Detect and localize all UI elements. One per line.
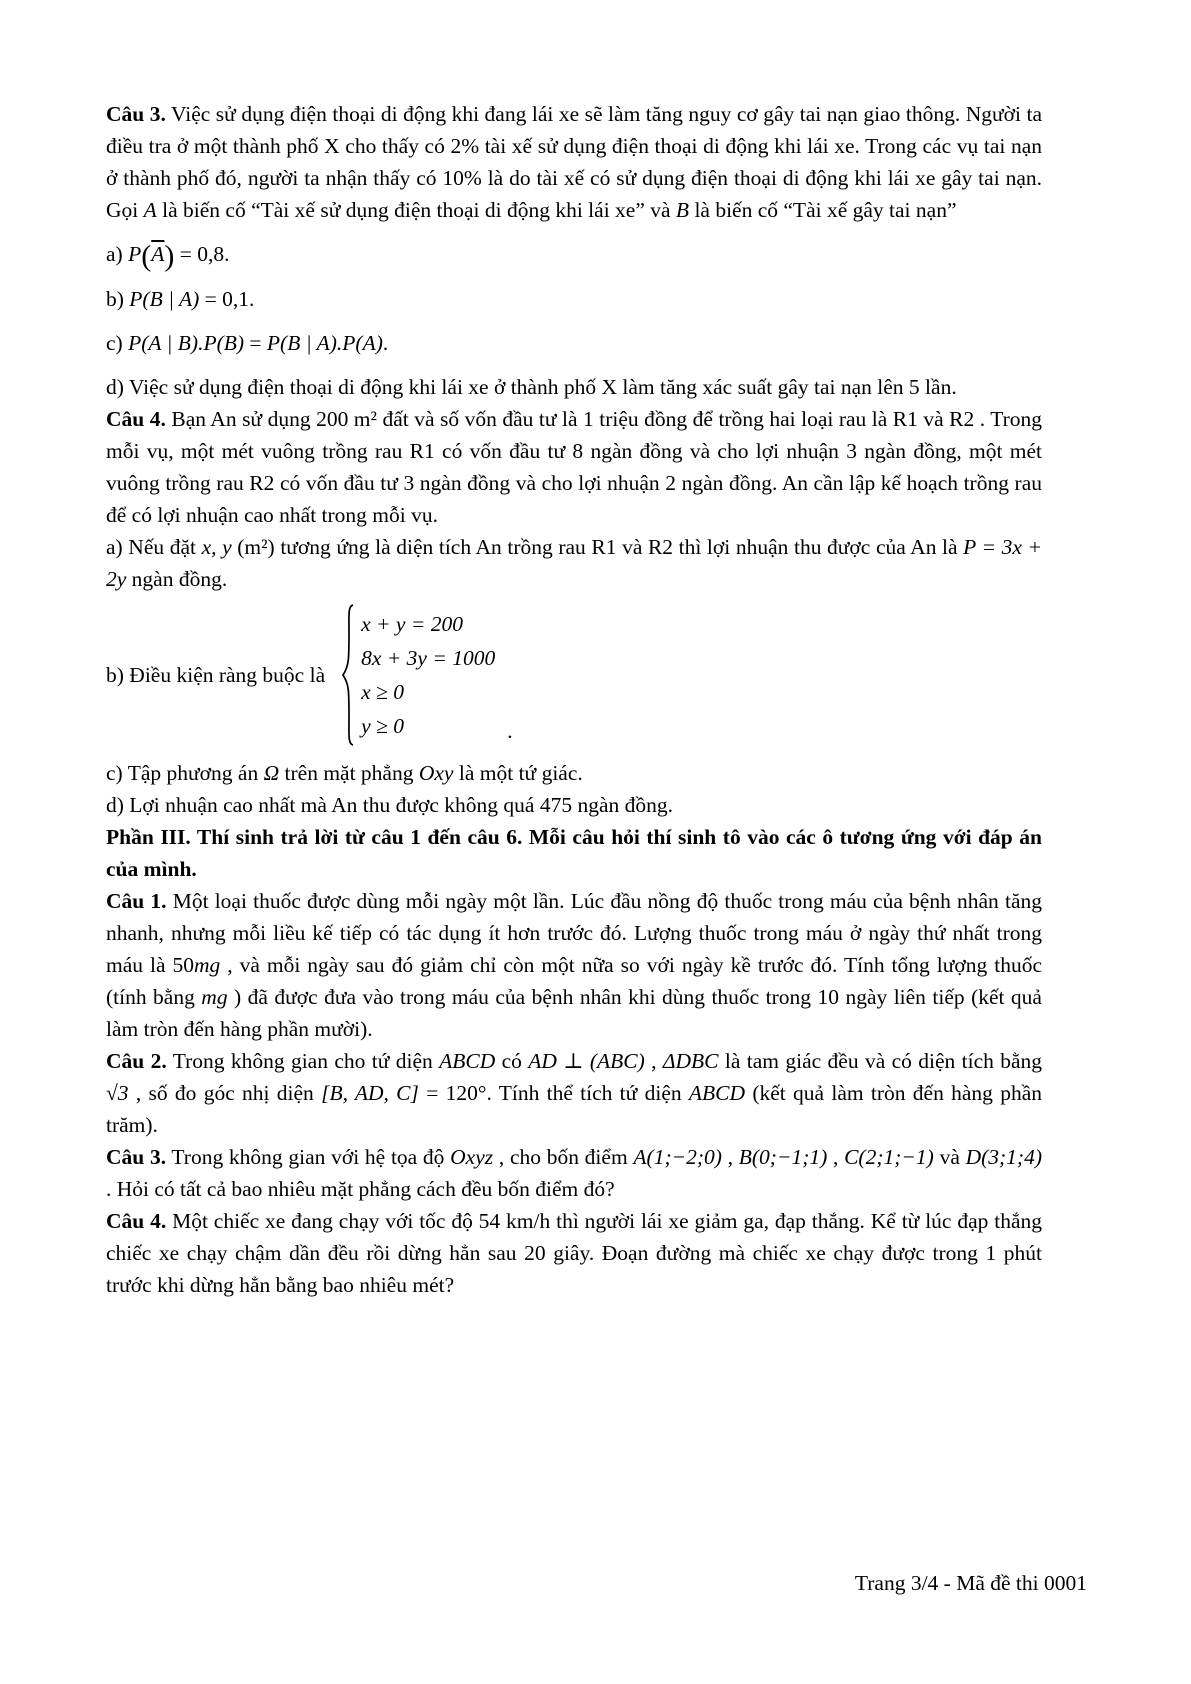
part2-q3-text-3: là biến cố “Tài xế gây tai nạn” xyxy=(689,198,957,222)
option-d-label: d) xyxy=(106,792,130,817)
part3-q3-label: Câu 3. xyxy=(106,1144,167,1169)
exam-content xyxy=(106,98,1042,1301)
option-a-value: = 0,8. xyxy=(174,242,230,266)
part3-q1-text-3: ) đã được đưa vào trong máu của bệnh nhân khi dùng thuốc trong 10 ngày liên tiếp (kết quả làm tròn đến hàng phần mười). xyxy=(106,984,1042,1041)
probability-P: P xyxy=(128,242,142,266)
part3-q3-text-4: , xyxy=(827,1144,845,1169)
option-a-label: a) xyxy=(106,534,129,559)
part3-q2-text-7: (kết quả làm tròn đến hàng phần trăm). xyxy=(106,1080,1043,1137)
part2-q4-option-c xyxy=(106,757,1042,789)
sqrt-3: √3 xyxy=(106,1080,129,1105)
constraint-2: 8x + 3y = 1000 xyxy=(361,645,496,670)
system-period: . xyxy=(507,718,513,743)
option-b-lead-text: Điều kiện ràng buộc là xyxy=(129,662,326,687)
option-b-value: = 0,1. xyxy=(204,286,255,311)
part3-question-3 xyxy=(106,1141,1042,1205)
constraint-3: x ≥ 0 xyxy=(361,679,404,704)
option-d-label: d) xyxy=(106,374,129,399)
point-D: D(3;1;4) xyxy=(965,1144,1042,1169)
part2-q3-text-2: là biến cố “Tài xế sử dụng điện thoại di động khi lái xe” và xyxy=(156,198,676,222)
oxyz-system-symbol: Oxyz xyxy=(450,1144,494,1169)
point-A: A(1;−2;0) xyxy=(633,1144,722,1169)
mg-unit: mg xyxy=(201,984,228,1009)
option-b-label: b) xyxy=(106,286,130,311)
AD-perpendicular-ABC: AD ⊥ (ABC) xyxy=(528,1048,645,1073)
event-A-symbol: A xyxy=(143,198,157,222)
constraint-1: x + y = 200 xyxy=(361,611,463,636)
part3-q3-text-5: và xyxy=(933,1144,966,1169)
part3-q3-text-3: , xyxy=(721,1144,739,1169)
part3-q2-text-6: = 120°. Tính thể tích tứ diện xyxy=(418,1080,689,1105)
part2-q3-option-a xyxy=(106,238,1042,271)
part3-q2-text-1: Trong không gian cho tứ diện xyxy=(166,1048,440,1073)
variables-xy: x, y xyxy=(201,534,232,559)
part3-question-4 xyxy=(106,1205,1042,1301)
part3-q1-text-2: , và mỗi ngày sau đó giảm chỉ còn một nữa so với ngày kề trước đó. Tính tổng lượng thuốc (tính bằng xyxy=(106,952,1042,1009)
part3-q2-text-2: có xyxy=(495,1048,529,1073)
option-a-text-2: tương ứng là diện tích An trồng rau R1 và R2 thì lợi nhuận thu được của An là xyxy=(280,534,964,559)
triangle-DBC: ΔDBC xyxy=(662,1048,719,1073)
option-b-lead xyxy=(106,659,325,691)
part3-q4-label: Câu 4. xyxy=(106,1208,167,1233)
option-c-period: . xyxy=(382,330,389,355)
option-c-label: c) xyxy=(106,330,129,355)
part2-q3-text-1: Việc sử dụng điện thoại di động khi đang lái xe sẽ làm tăng nguy cơ gây tai nạn giao thông. Người ta điều tra ở một thành phố X cho thấy có 2% tài xế sử dụng điện thoại di động khi lái xe. Trong các vụ tai nạn ở thành phố đó, người ta nhận thấy có 10% là do tài xế có sử dụng điện thoại di động khi lái xe gây tai nạn. Gọi xyxy=(106,102,1043,222)
part3-question-2 xyxy=(106,1045,1042,1141)
part3-question-1 xyxy=(106,885,1042,1045)
part2-q4-text: Bạn An sử dụng 200 m² đất và số vốn đầu tư là 1 triệu đồng để trồng hai loại rau là R1 và R2 . Trong mỗi vụ, một mét vuông trồng rau R1 có vốn đầu tư 8 ngàn đồng và cho lợi nhuận 3 ngàn đồng, một mét vuông trồng rau R2 có vốn đầu tư 3 ngàn đồng và cho lợi nhuận 2 ngàn đồng. An cần lập kế hoạch trồng rau để có lợi nhuận cao nhất trong mỗi vụ. xyxy=(106,406,1042,527)
part2-question-4 xyxy=(106,403,1042,531)
part2-q4-option-b xyxy=(106,603,1042,747)
unit-m2: (m²) xyxy=(231,534,281,559)
option-c-text-3: là một tứ giác. xyxy=(453,760,583,785)
part3-q2-text-4: là tam giác đều và có diện tích bằng xyxy=(718,1048,1043,1073)
event-B-symbol: B xyxy=(675,198,690,222)
part3-q2-text-3: , xyxy=(644,1048,663,1073)
option-d-text: Lợi nhuận cao nhất mà An thu được không quá 475 ngàn đồng. xyxy=(129,792,674,817)
profit-formula: P = 3x + 2y xyxy=(106,534,1043,591)
part2-question-3 xyxy=(106,98,1042,226)
part2-q4-option-d xyxy=(106,789,1042,821)
mg-unit: mg xyxy=(193,952,221,977)
equals-sign: = xyxy=(249,330,267,355)
part2-q4-option-a xyxy=(106,531,1042,595)
oxy-plane-symbol: Oxy xyxy=(418,760,454,785)
part2-q3-label: Câu 3. xyxy=(106,102,166,126)
constraint-system xyxy=(361,607,495,743)
option-c-label: c) xyxy=(106,760,128,785)
option-c-text-1: Tập phương án xyxy=(127,760,264,785)
open-paren: ( xyxy=(141,238,152,273)
tetrahedron-ABCD: ABCD xyxy=(439,1048,496,1073)
close-paren: ) xyxy=(164,238,175,273)
part3-q2-text-5: , số đo góc nhị diện xyxy=(128,1080,322,1105)
part2-q3-option-b xyxy=(106,283,1042,315)
part3-q2-label: Câu 2. xyxy=(106,1048,167,1073)
option-c-formula-left: P(A | B).P(B) xyxy=(128,330,250,355)
option-a-text-1: Nếu đặt xyxy=(128,534,202,559)
page-footer: Trang 3/4 - Mã đề thi 0001 xyxy=(854,1571,1087,1595)
part3-q1-text-1: Một loại thuốc được dùng mỗi ngày một lần. Lúc đầu nồng độ thuốc trong máu của bệnh nhân tăng nhanh, nhưng mỗi liều kế tiếp có tác dụng ít hơn trước đó. Lượng thuốc trong máu ở ngày thứ nhất trong máu là 50 xyxy=(106,888,1042,977)
part3-q3-text-6: . Hỏi có tất cả bao nhiêu mặt phẳng cách đều bốn điểm đó? xyxy=(106,1176,615,1201)
complement-A-symbol: $\overline{A}$ xyxy=(151,242,165,266)
option-b-formula: P(B | A) xyxy=(129,286,205,311)
part3-header: Phần III. Thí sinh trả lời từ câu 1 đến câu 6. Mỗi câu hỏi thí sinh tô vào các ô tương ứng với đáp án của mình. xyxy=(106,824,1042,881)
constraint-4: y ≥ 0 xyxy=(361,713,404,738)
option-c-text-2: trên mặt phẳng xyxy=(279,760,419,785)
part3-q1-label: Câu 1. xyxy=(106,888,167,913)
omega-symbol: Ω xyxy=(263,760,280,785)
option-a-text-3: ngàn đồng. xyxy=(126,566,228,591)
part2-q3-option-d xyxy=(106,371,1042,403)
tetrahedron-ABCD: ABCD xyxy=(688,1080,746,1105)
part3-q3-text-2: , cho bốn điểm xyxy=(493,1144,634,1169)
point-B: B(0;−1;1) xyxy=(738,1144,828,1169)
part2-q4-label: Câu 4. xyxy=(106,406,166,431)
option-d-text: Việc sử dụng điện thoại di động khi lái xe ở thành phố X làm tăng xác suất gây tai nạn lên 5 lần. xyxy=(128,374,957,399)
option-a-label: a) xyxy=(106,242,129,266)
part2-q3-option-c xyxy=(106,327,1042,359)
option-c-formula-right: P(B | A).P(A) xyxy=(266,330,383,355)
part3-q4-text: Một chiếc xe đang chạy với tốc độ 54 km/h thì người lái xe giảm ga, đạp thắng. Kể từ lúc đạp thắng chiếc xe chạy chậm dần đều rồi dừng hẳn sau 20 giây. Đoạn đường mà chiếc xe chạy được trong 1 phút trước khi dừng hẳn bằng bao nhiêu mét? xyxy=(106,1208,1042,1297)
dihedral-angle-BADC: [B, AD, C] xyxy=(321,1080,419,1105)
curly-brace-icon xyxy=(339,603,355,747)
part3-q3-text-1: Trong không gian với hệ tọa độ xyxy=(166,1144,451,1169)
point-C: C(2;1;−1) xyxy=(844,1144,934,1169)
option-b-label: b) xyxy=(106,662,130,687)
